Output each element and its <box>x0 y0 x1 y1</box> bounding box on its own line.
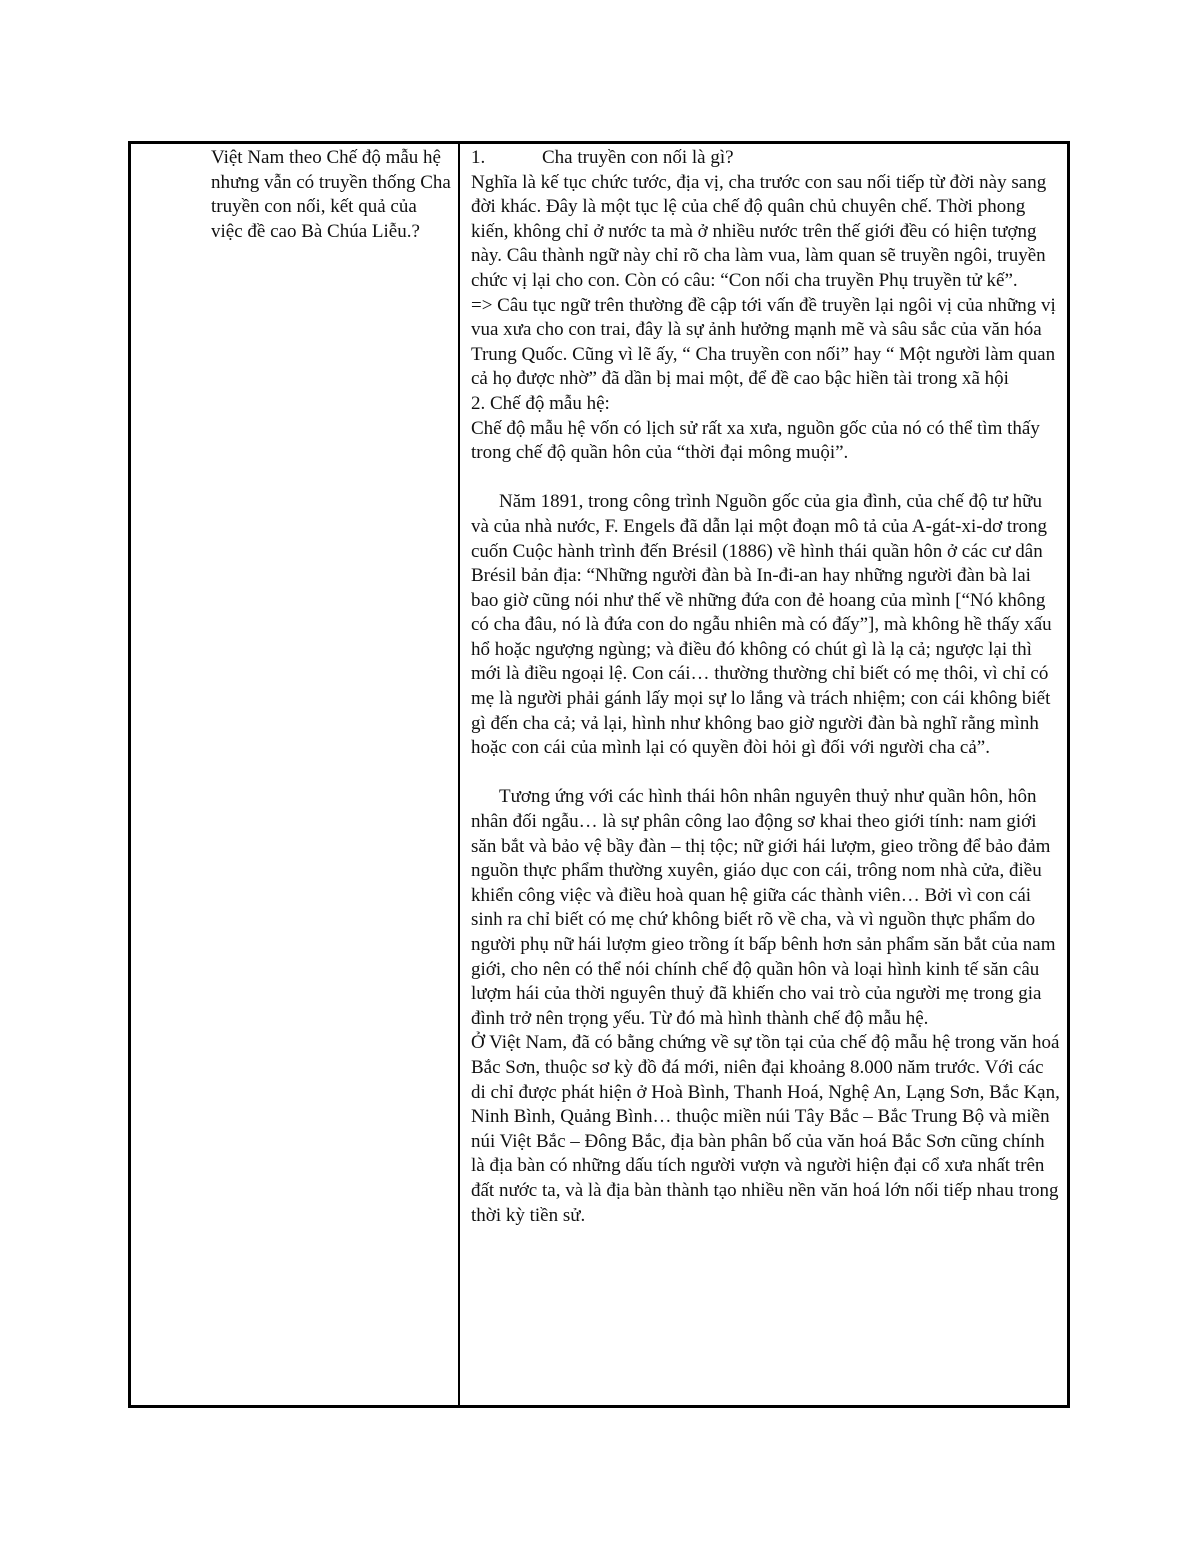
heading-1-number: 1. <box>471 147 486 168</box>
heading-1 <box>471 146 1063 171</box>
paragraph-matriarchy-origin: Chế độ mẫu hệ vốn có lịch sử rất xa xưa, nguồn gốc của nó có thể tìm thấy trong chế độ quần hôn của “thời đại mông muội”. <box>471 417 1040 464</box>
paragraph-vietnam-bac-son: Ở Việt Nam, đã có bằng chứng về sự tồn tại của chế độ mẫu hệ trong văn hoá Bắc Sơn, thuộc sơ kỳ đồ đá mới, niên đại khoảng 8.000 năm trước. Với các di chỉ được phát hiện ở Hoà Bình, Thanh Hoá, Nghệ An, Lạng Sơn, Bắc Kạn, Ninh Bình, Quảng Bình… thuộc miền núi Tây Bắc – Bắc Trung Bộ và miền núi Việt Bắc – Đông Bắc, địa bàn phân bố của văn hoá Bắc Sơn cũng chính là địa bàn có những dấu tích người vượn và người hiện đại cổ xưa nhất trên đất nước ta, và là địa bàn thành tạo nhiều nền văn hoá lớn nối tiếp nhau trong thời kỳ tiền sử. <box>471 1032 1060 1226</box>
paragraph-engels: Năm 1891, trong công trình Nguồn gốc của gia đình, của chế độ tư hữu và của nhà nước, F. Engels đã dẫn lại một đoạn mô tả của A-gát-xi-dơ trong cuốn Cuộc hành trình đến Brésil (1886) về hình thái quần hôn ở các cư dân Brésil bản địa: “Những người đàn bà In-đi-an hay những người đàn bà lai bao giờ cũng nói như thế về những đứa con đẻ hoang của mình [“Nó không có cha đâu, nó là đứa con do ngẫu nhiên mà có đấy”], mà không hề thấy xấu hổ hoặc ngượng ngùng; và điều đó không có chút gì là lạ cả; ngược lại thì mới là điều ngoại lệ. Con cái… thường thường chỉ biết có mẹ thôi, vì chỉ có mẹ là người phải gánh lấy mọi sự lo lắng và trách nhiệm; con cái không biết gì đến cha cả; vả lại, hình như không bao giờ người đàn bà nghĩ rằng mình hoặc con cái của mình lại có quyền đòi hỏi gì đối với người cha cả”. <box>471 491 1052 759</box>
question-cell <box>211 146 451 244</box>
answer-cell <box>471 146 1063 1228</box>
column-divider <box>458 144 460 1405</box>
content-table <box>128 141 1070 1408</box>
blank-line <box>471 761 1063 786</box>
question-text: Việt Nam theo Chế độ mẫu hệ nhưng vẫn có truyền thống Cha truyền con nối, kết quả của việc đề cao Bà Chúa Liễu.? <box>211 147 451 242</box>
heading-2: 2. Chế độ mẫu hệ: <box>471 392 610 414</box>
paragraph-conclusion: => Câu tục ngữ trên thường đề cập tới vấn đề truyền lại ngôi vị của những vị vua xưa cho con trai, đây là sự ảnh hưởng mạnh mẽ và sâu sắc của văn hóa Trung Quốc. Cũng vì lẽ ấy, “ Cha truyền con nối” hay “ Một người làm quan cả họ được nhờ” đã dần bị mai một, để đề cao bậc hiền tài trong xã hội <box>471 294 1056 390</box>
blank-line <box>471 466 1063 491</box>
heading-1-text: Cha truyền con nối là gì? <box>542 147 734 168</box>
paragraph-division-of-labor: Tương ứng với các hình thái hôn nhân nguyên thuỷ như quần hôn, hôn nhân đối ngẫu… là sự phân công lao động sơ khai theo giới tính: nam giới săn bắt và bảo vệ bầy đàn – thị tộc; nữ giới hái lượm, gieo trồng để bảo đảm nguồn thực phẩm thường xuyên, giáo dục con cái, trông nom nhà cửa, điều khiển công việc và điều hoà quan hệ giữa các thành viên… Bởi vì con cái sinh ra chỉ biết có mẹ chứ không biết rõ về cha, và vì nguồn thực phẩm do người phụ nữ hái lượm gieo trồng ít bấp bênh hơn sản phẩm săn bắt của nam giới, cho nên có thể nói chính chế độ quần hôn và loại hình kinh tế săn câu lượm hái của thời nguyên thuỷ đã khiến cho vai trò của người mẹ trong gia đình trở nên trọng yếu. Từ đó mà hình thành chế độ mẫu hệ. <box>471 786 1056 1029</box>
paragraph-definition: Nghĩa là kế tục chức tước, địa vị, cha trước con sau nối tiếp từ đời này sang đời khác. Đây là một tục lệ của chế độ quân chủ chuyên chế. Thời phong kiến, không chỉ ở nước ta mà ở nhiều nước trên thế giới đều có hiện tượng này. Câu thành ngữ này chỉ rõ cha làm vua, làm quan sẽ truyền ngôi, truyền chức vị lại cho con. Còn có câu: “Con nối cha truyền Phụ truyền tử kế”. <box>471 171 1047 291</box>
